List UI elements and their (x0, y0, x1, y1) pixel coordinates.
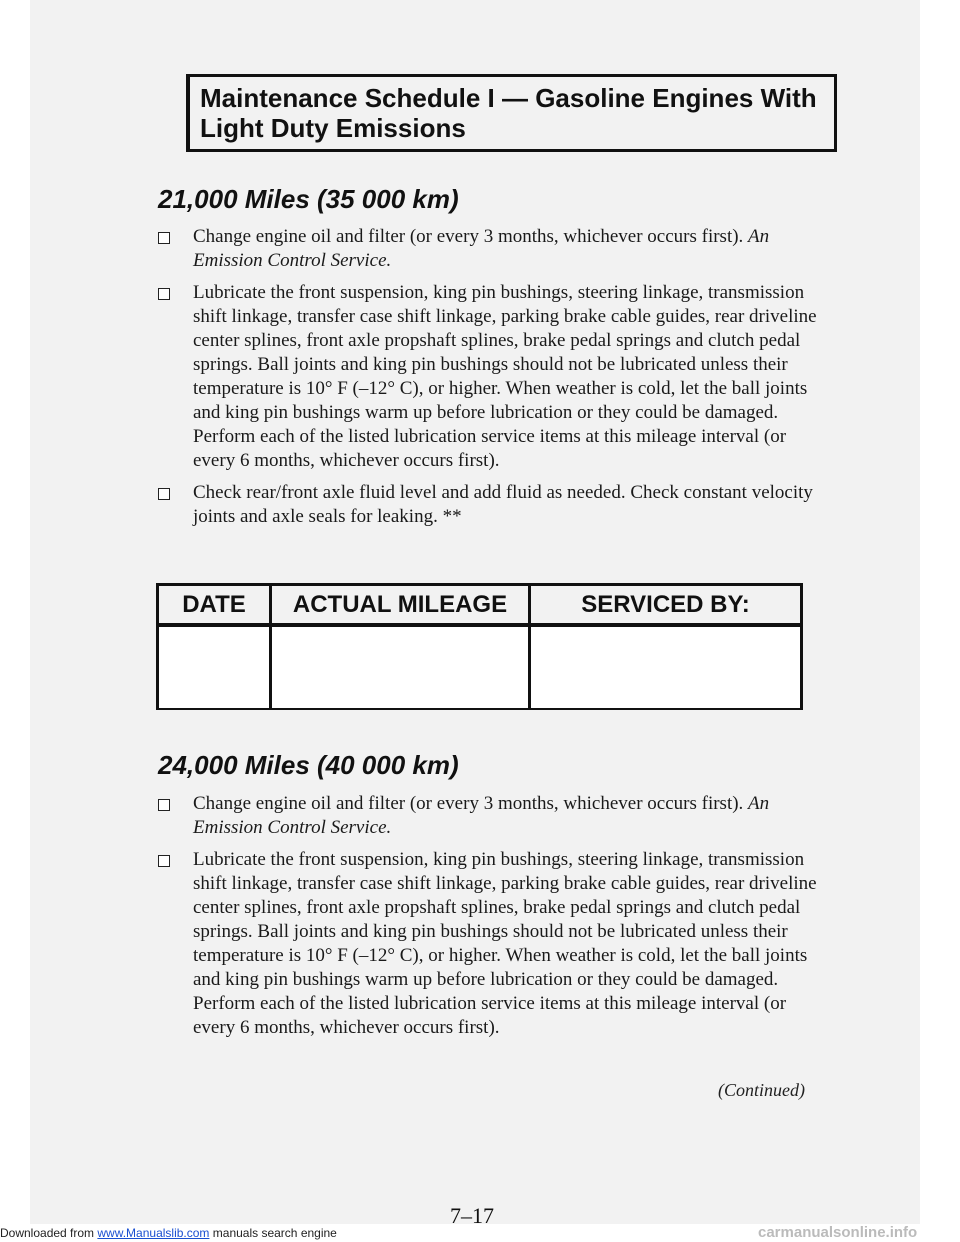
checklist-21000 (158, 225, 818, 537)
checkbox-icon[interactable] (158, 232, 170, 244)
actual-mileage-cell[interactable] (272, 627, 531, 708)
date-cell[interactable] (159, 627, 272, 708)
service-record-table (156, 583, 803, 710)
column-header-date: DATE (159, 586, 272, 623)
footer-prefix: Downloaded from (0, 1226, 98, 1240)
item-text: Lubricate the front suspension, king pin bushings, steering linkage, transmission shift linkage, transfer case shift linkage, parking brake cable guides, rear driveline center splines, front axle propshaft splines, brake pedal springs and clutch pedal springs. Ball joints and king pin bushings should not be lubricated unless their temperature is 10° F (–12° C), or higher. When weather is cold, let the ball joints and king pin bushings warm up before lubrication or they could be damaged. Perform each of the listed lubrication service items at this mileage interval (or every 6 months, whichever occurs first). (193, 282, 817, 471)
page-header-box (186, 74, 837, 152)
item-text: Change engine oil and filter (or every 3 months, whichever occurs first). (193, 226, 749, 247)
item-text: Check rear/front axle fluid level and add fluid as needed. Check constant velocity joints and axle seals for leaking. ** (193, 482, 813, 527)
continued-note: (Continued) (718, 1080, 805, 1100)
watermark-logo: carmanualsonline.info (758, 1224, 918, 1241)
item-note: An Emission Control Service. (193, 793, 770, 838)
section-title-24000: 24,000 Miles (40 000 km) (158, 750, 459, 780)
section-title-21000: 21,000 Miles (35 000 km) (158, 184, 459, 214)
checkbox-icon[interactable] (158, 799, 170, 811)
item-note: An Emission Control Service. (193, 226, 770, 271)
download-footer (0, 1226, 337, 1240)
column-header-serviced-by: SERVICED BY: (581, 590, 750, 618)
serviced-by-cell[interactable] (531, 627, 800, 708)
header-title-line1: Maintenance Schedule I — Gasoline Engines With (200, 83, 817, 113)
list-item (158, 281, 818, 473)
item-text: Change engine oil and filter (or every 3 months, whichever occurs first). (193, 793, 749, 814)
checklist-24000 (158, 792, 818, 1048)
manualslib-link[interactable]: www.Manualslib.com (97, 1226, 210, 1240)
header-title-line2: Light Duty Emissions (200, 113, 466, 143)
column-header-actual-mileage: ACTUAL MILEAGE (272, 586, 531, 623)
table-header-row (159, 586, 800, 627)
list-item (158, 848, 818, 1040)
list-item (158, 481, 818, 529)
checkbox-icon[interactable] (158, 488, 170, 500)
item-text: Lubricate the front suspension, king pin bushings, steering linkage, transmission shift linkage, transfer case shift linkage, parking brake cable guides, rear driveline center splines, front axle propshaft splines, brake pedal springs and clutch pedal springs. Ball joints and king pin bushings should not be lubricated unless their temperature is 10° F (–12° C), or higher. When weather is cold, let the ball joints and king pin bushings warm up before lubrication or they could be damaged. Perform each of the listed lubrication service items at this mileage interval (or every 6 months, whichever occurs first). (193, 849, 817, 1038)
footer-suffix: manuals search engine (209, 1226, 337, 1240)
checkbox-icon[interactable] (158, 855, 170, 867)
page-number: 7–17 (450, 1203, 494, 1228)
table-row (159, 627, 800, 708)
list-item (158, 225, 818, 273)
checkbox-icon[interactable] (158, 288, 170, 300)
list-item (158, 792, 818, 840)
